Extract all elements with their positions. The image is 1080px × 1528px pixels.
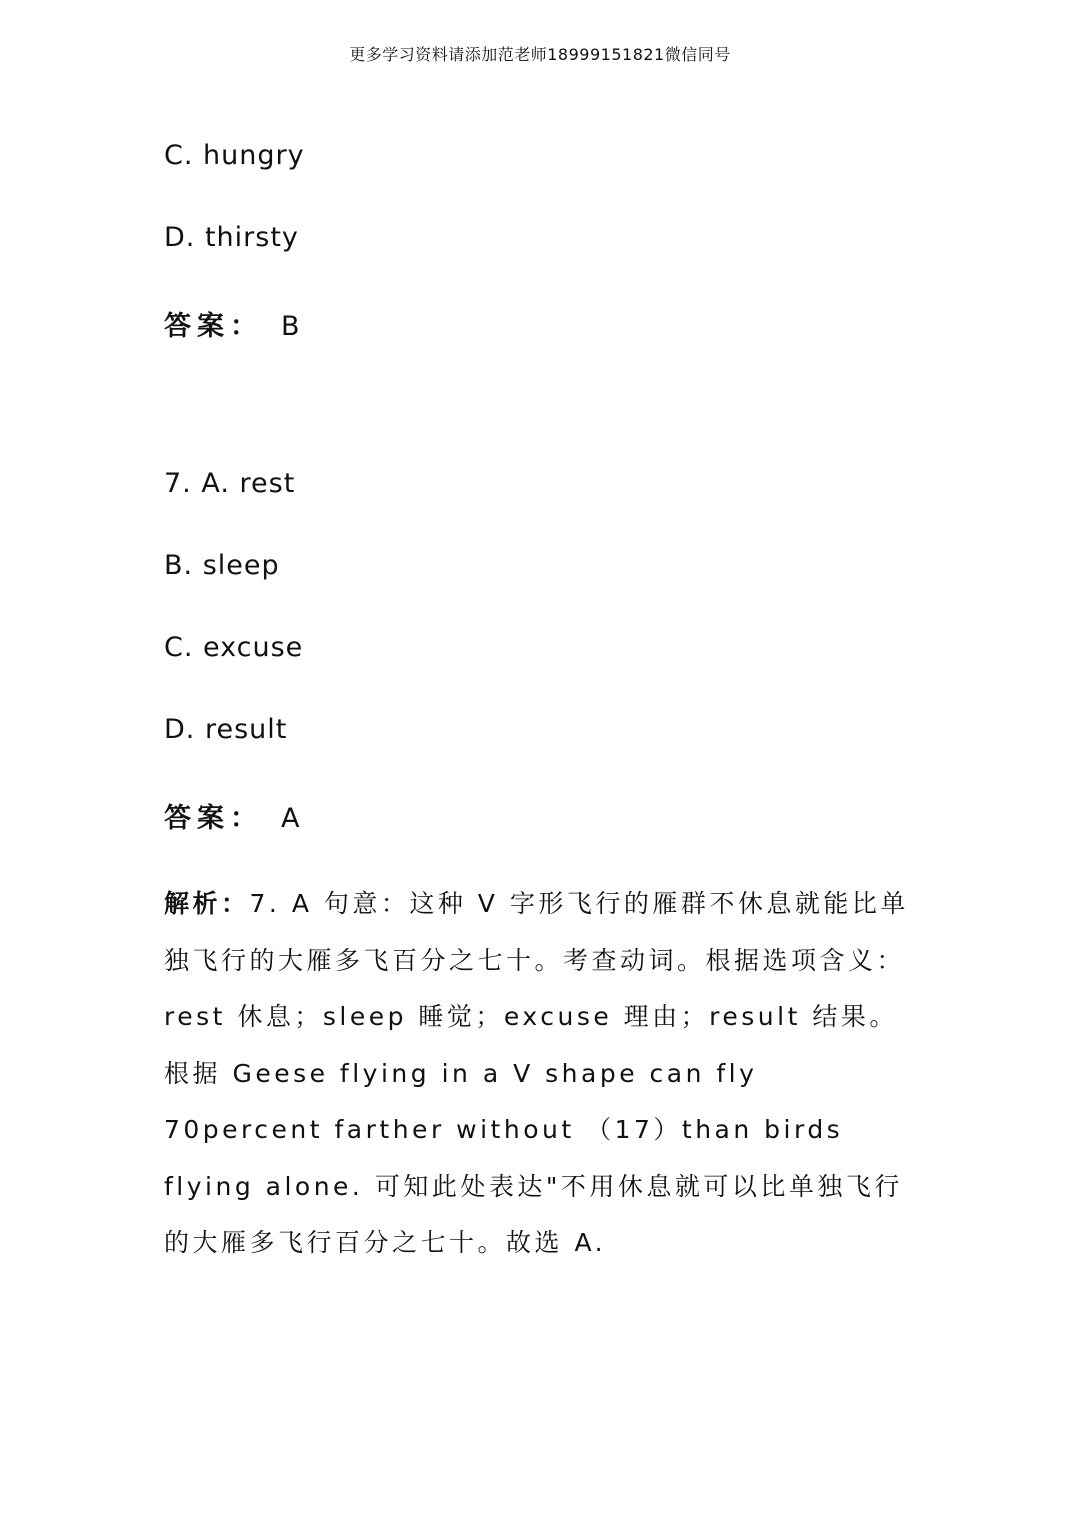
q7-option-c: C. excuse <box>164 632 304 663</box>
analysis-paragraph <box>164 876 916 1272</box>
page-header-note: 更多学习资料请添加范老师18999151821微信同号 <box>349 45 731 64</box>
q7-option-a: 7. A. rest <box>164 468 296 499</box>
analysis-label: 解析： <box>164 889 250 918</box>
answer-label: 答案： <box>164 311 263 342</box>
answer-value: A <box>281 803 301 834</box>
answer-value: B <box>281 311 301 342</box>
q7-option-b: B. sleep <box>164 550 280 581</box>
answer-label: 答案： <box>164 803 263 834</box>
analysis-text: 7. A 句意：这种 V 字形飞行的雁群不休息就能比单独飞行的大雁多飞百分之七十。考查动词。根据选项含义：rest 休息；sleep 睡觉；excuse 理由；result 结果。根据 Geese flying in a V shape can fly 70percent farther without （17）than birds flying alone. 可知此处表达"不用休息就可以比单独飞行的大雁多飞行百分之七十。故选 A. <box>164 889 909 1257</box>
q7-option-d: D. result <box>164 714 288 745</box>
option-d-thirsty: D. thirsty <box>164 222 299 253</box>
answer-q6 <box>164 304 301 343</box>
answer-q7 <box>164 796 300 835</box>
option-c-hungry: C. hungry <box>164 140 305 171</box>
